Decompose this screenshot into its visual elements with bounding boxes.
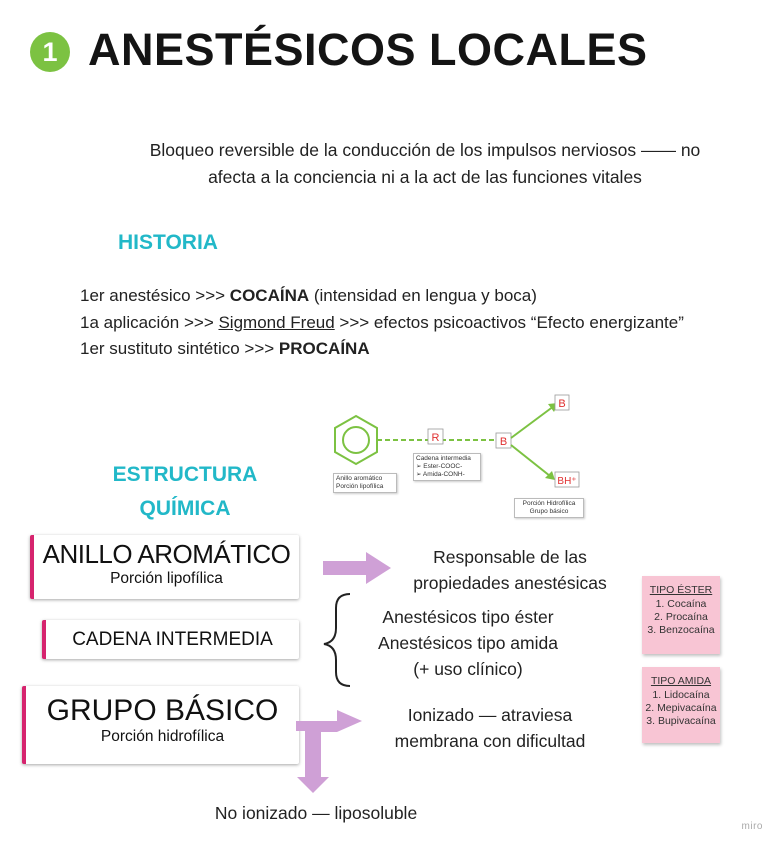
historia-line-1-tail: (intensidad en lengua y boca): [309, 286, 537, 305]
anillo-description-line-1: Responsable de las: [433, 547, 587, 567]
grupo-box-title: GRUPO BÁSICO: [46, 694, 279, 727]
sticky-amida-item: 3. Bupivacaína: [646, 715, 716, 727]
ionizado-line-2: membrana con dificultad: [394, 731, 586, 751]
anillo-description-line-2: propiedades anestésicas: [413, 573, 607, 593]
historia-line-1-text: 1er anestésico >>>: [80, 286, 230, 305]
grupo-box-subtitle: Porción hidrofílica: [100, 728, 225, 745]
cadena-description: [358, 604, 578, 682]
cadena-box-title: CADENA INTERMEDIA: [72, 629, 273, 650]
ionizado-line-1: Ionizado — atraviesa: [407, 705, 573, 725]
anillo-description: [385, 544, 635, 596]
sticky-ester-item: 1. Cocaína: [655, 598, 707, 610]
intro-line-1: Bloqueo reversible de la conducción de los impulsos nerviosos —— no: [149, 140, 701, 160]
anillo-box-subtitle: Porción lipofílica: [110, 570, 223, 587]
arrow-elbow-icon: [296, 710, 362, 793]
curly-brace-icon: [324, 594, 350, 686]
r-label: R: [431, 432, 440, 444]
ring-caption-line-1: Anillo aromático: [336, 475, 383, 482]
historia-line-1-bold: COCAÍNA: [229, 286, 310, 305]
chain-caption-line-1: Cadena intermedia: [416, 455, 471, 462]
ring-caption-line-2: Porción lipofílica: [336, 483, 384, 490]
b-top-label: B: [558, 398, 566, 410]
cadena-description-line-1: Anestésicos tipo éster: [382, 607, 554, 627]
historia-line-3-text: 1er sustituto sintético >>>: [80, 339, 279, 358]
sticky-amida-item: 2. Mepivacaína: [645, 702, 717, 714]
historia-line-2-underlined: Sigmond Freud: [218, 313, 335, 332]
intro-line-2: afecta a la conciencia ni a la act de las funciones vitales: [208, 167, 642, 187]
historia-line-3-bold: PROCAÍNA: [278, 339, 370, 358]
sticky-tipo-ester: [642, 576, 720, 654]
miro-watermark: miro: [741, 821, 763, 832]
historia-heading: HISTORIA: [118, 231, 218, 254]
sticky-amida-item: 1. Lidocaína: [652, 689, 710, 701]
sticky-amida-title: TIPO AMIDA: [650, 675, 712, 687]
grupo-ionizado-description: [370, 702, 610, 754]
b-label: B: [499, 436, 508, 448]
anillo-box-title: ANILLO AROMÁTICO: [42, 539, 291, 569]
sticky-ester-item: 2. Procaína: [654, 611, 708, 623]
sticky-ester-title: TIPO ÉSTER: [649, 584, 713, 596]
sticky-ester-item: 3. Benzocaína: [647, 624, 715, 636]
no-ionizado-description: No ionizado — liposoluble: [214, 803, 418, 823]
bh-label: BH⁺: [557, 476, 577, 487]
page-title: ANESTÉSICOS LOCALES: [88, 24, 648, 75]
arrow-right-icon: [323, 552, 391, 584]
cadena-description-line-3: (+ uso clínico): [413, 659, 523, 679]
basic-caption-line-1: Porción Hidrofílica: [522, 500, 576, 507]
historia-line-2-tail: >>> efectos psicoactivos “Efecto energizante”: [334, 313, 684, 332]
estructura-heading-line-1: ESTRUCTURA: [112, 463, 258, 486]
historia-line-2-text: 1a aplicación >>>: [80, 313, 219, 332]
cadena-description-line-2: Anestésicos tipo amida: [378, 633, 558, 653]
section-number-badge: 1: [30, 32, 70, 72]
estructura-heading-line-2: QUÍMICA: [139, 497, 231, 520]
sticky-tipo-amida: [642, 667, 720, 743]
chain-caption-line-2: ➢ Ester-COOC-: [416, 463, 463, 470]
chain-caption-line-3: ➢ Amida-CONH-: [416, 471, 465, 478]
basic-caption-line-2: Grupo básico: [529, 508, 569, 515]
